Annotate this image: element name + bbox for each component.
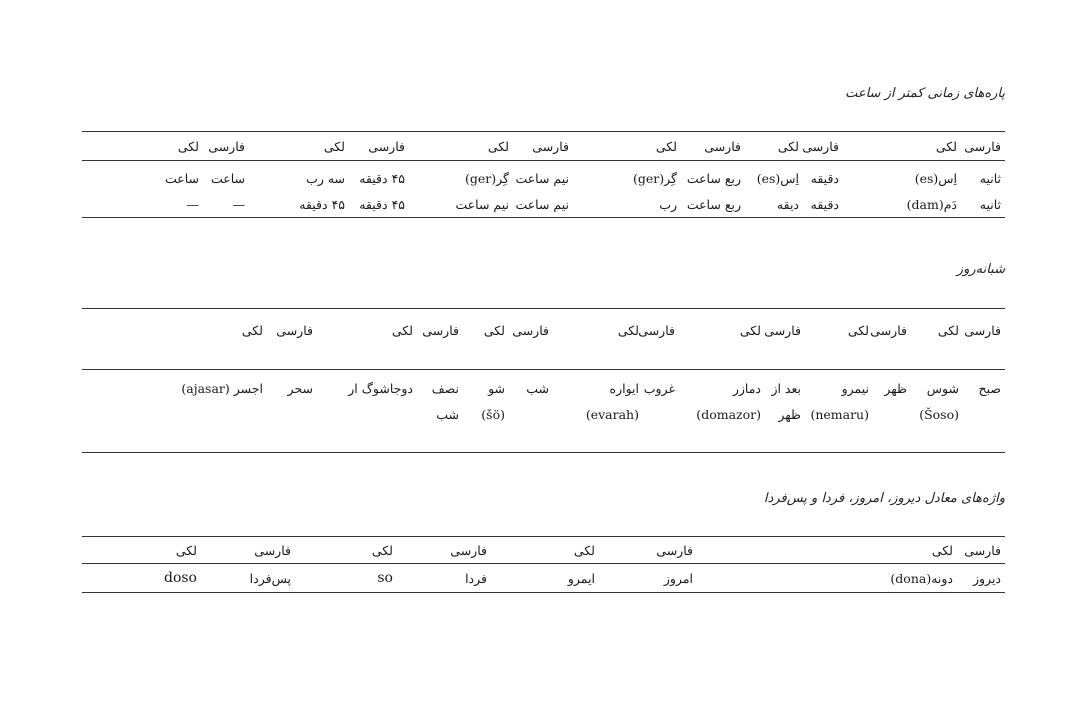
header-cell: فارسی (397, 537, 491, 564)
table-caption-day-night: شبانه‌روز (956, 262, 1005, 277)
table-sub-hour-units (82, 131, 1005, 218)
table-cell: ۴۵ دقیقه (299, 196, 345, 212)
table-cell: صبح (978, 381, 1001, 396)
table-cell: رب (659, 196, 677, 212)
table-cell: دمازر (domazor) (696, 381, 761, 422)
header-cell: لکی (463, 309, 509, 370)
table-cell: سحر (287, 381, 313, 396)
table-cell: ربع ساعت (686, 170, 741, 186)
header-cell: فارسی (203, 132, 249, 161)
header-cell: فارسی (961, 132, 1005, 161)
header-cell: فارسی (509, 309, 553, 370)
header-cell: لکی (553, 309, 643, 370)
table-relative-days (82, 536, 1005, 593)
table-cell: نیمرو (nemaru) (810, 381, 869, 422)
table-cell: ربع ساعت (686, 196, 741, 212)
table-cell: ساعت (164, 170, 199, 186)
header-cell: لکی (82, 309, 267, 370)
header-cell: لکی (409, 132, 513, 161)
table-cell: اجسر (ajasar) (181, 381, 263, 396)
header-cell: لکی (573, 132, 681, 161)
table-cell: فردا (465, 570, 487, 586)
header-cell: لکی (82, 537, 201, 564)
header-cell: فارسی (349, 132, 409, 161)
table-cell: امروز (663, 570, 693, 586)
header-cell: فارسی (643, 309, 679, 370)
table-row (82, 564, 1005, 593)
header-cell: فارسی (267, 309, 317, 370)
table-cell: پس‌فردا (249, 570, 291, 586)
header-cell: لکی (745, 132, 803, 161)
table-cell: دوجاشوگ ار (348, 381, 413, 396)
header-cell: فارسی (599, 537, 697, 564)
table-cell: ۴۵ دقیقه (359, 170, 405, 186)
table-cell: — (186, 196, 199, 212)
table-cell: نیم ساعت (515, 170, 569, 186)
table-cell: اِس(es) (914, 170, 957, 186)
table-cell: دقیقه (810, 196, 839, 212)
table-cell: — (232, 196, 245, 212)
header-cell: لکی (317, 309, 417, 370)
header-cell: فارسی (417, 309, 463, 370)
table-row (82, 370, 1005, 453)
table-cell: دقیقه (810, 170, 839, 186)
table-row (82, 161, 1005, 192)
header-cell: لکی (249, 132, 349, 161)
table-caption-relative-days: واژه‌های معادل دیروز، امروز، فردا و پس‌فردا (763, 491, 1005, 506)
table-caption-sub-hour: پاره‌های زمانی کمتر از ساعت (845, 86, 1005, 101)
table-header-row (82, 309, 1005, 370)
table-cell: گِر(ger) (633, 170, 677, 186)
header-cell: فارسی (803, 132, 843, 161)
table-cell: doso (163, 570, 197, 586)
table-cell: ثانیه (979, 170, 1001, 186)
table-cell: نصف شب (431, 381, 459, 422)
table-cell: گِر(ger) (465, 170, 509, 186)
header-cell: لکی (911, 309, 963, 370)
table-cell: شو (šö) (481, 381, 505, 422)
table-cell: ایمرو (567, 570, 595, 586)
table-cell: دونه(dona) (890, 570, 953, 586)
table-cell: دیروز (972, 570, 1001, 586)
table-row (82, 191, 1005, 218)
header-cell: لکی (82, 132, 203, 161)
table-header-row (82, 537, 1005, 564)
table-cell: ۴۵ دقیقه (359, 196, 405, 212)
header-cell: فارسی (201, 537, 295, 564)
table-header-row (82, 132, 1005, 161)
table-cell: دیقه (776, 196, 799, 212)
header-cell: فارسی (513, 132, 573, 161)
header-cell: فارسی (957, 537, 1005, 564)
header-cell: لکی (697, 537, 957, 564)
table-cell: so (377, 570, 393, 586)
header-cell: فارسی (873, 309, 911, 370)
table-cell: ظهر (884, 381, 907, 396)
table-cell: بعد از ظهر (771, 381, 801, 422)
table-cell: شوس (Šoso) (919, 381, 959, 422)
table-cell: دَم(dam) (906, 196, 957, 212)
table-cell: ثانیه (979, 196, 1001, 212)
table-cell: سه رب (306, 170, 345, 186)
header-cell: فارسی (765, 309, 805, 370)
header-cell: لکی (805, 309, 873, 370)
header-cell: فارسی (963, 309, 1005, 370)
header-cell: فارسی (681, 132, 745, 161)
table-cell: نیم ساعت (515, 196, 569, 212)
table-cell: ساعت (210, 170, 245, 186)
table-cell: ایواره (evarah) (585, 381, 639, 422)
table-cell: نیم ساعت (455, 196, 509, 212)
header-cell: لکی (843, 132, 961, 161)
table-cell: غروب (643, 381, 675, 396)
header-cell: لکی (679, 309, 765, 370)
table-day-night-times (82, 308, 1005, 453)
table-cell: اِس(es) (756, 170, 799, 186)
header-cell: لکی (491, 537, 599, 564)
table-cell: شب (526, 381, 549, 396)
header-cell: لکی (295, 537, 397, 564)
